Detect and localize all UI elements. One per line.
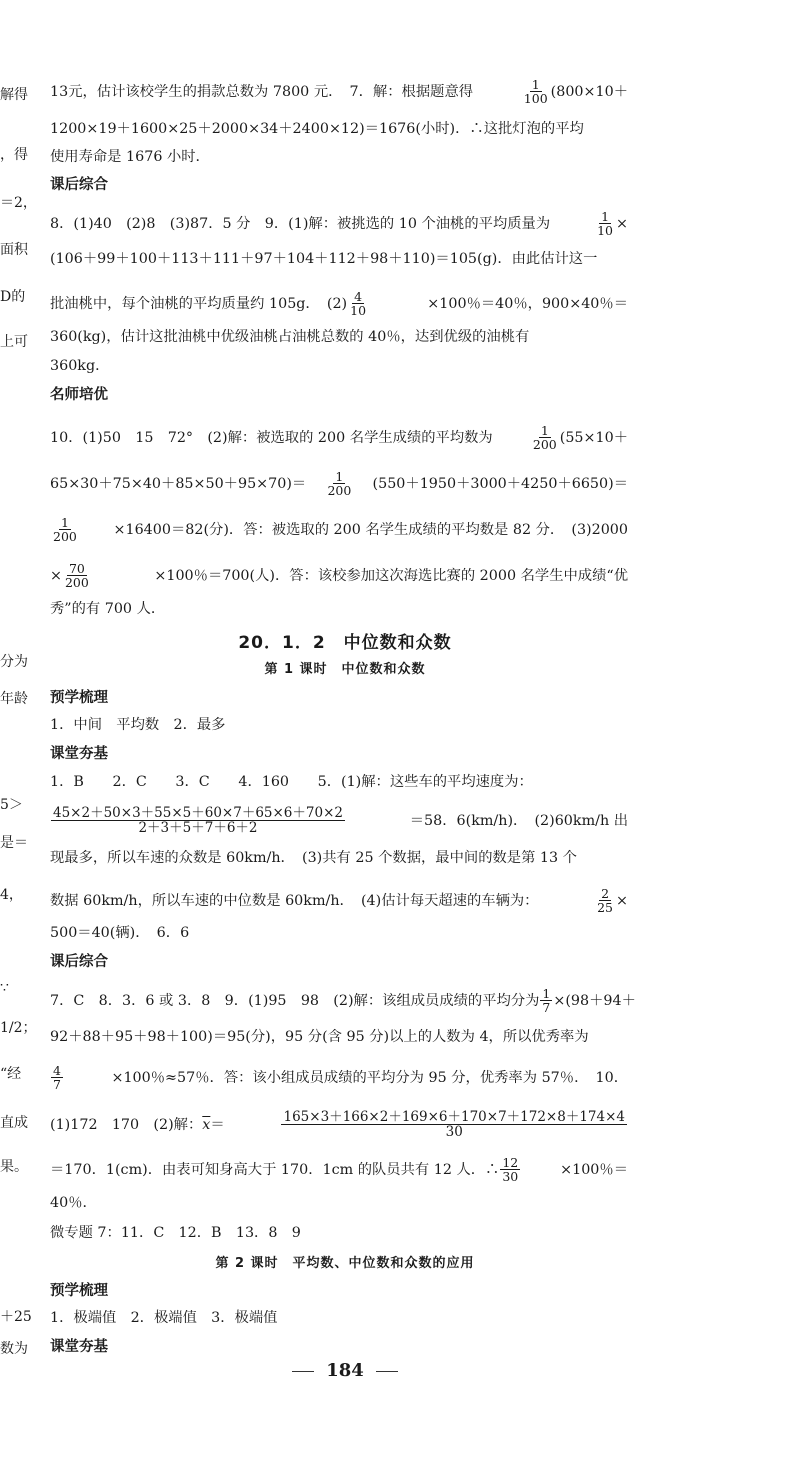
- margin-fragment: 是＝: [0, 835, 28, 851]
- text: (550＋1950＋3000＋4250＋6650)＝: [372, 475, 628, 492]
- answer-line: 500＝40(辆)． 6．6: [50, 925, 190, 941]
- text: 7．C 8．3．6 或 3．8 9．(1)95 98 (2)解：该组成员成绩的平均分为: [50, 992, 540, 1009]
- section-heading: 课后综合: [50, 177, 108, 193]
- margin-fragment: ，得: [0, 147, 28, 163]
- answer-line: 360kg．: [50, 358, 110, 374]
- answer-line: 1．极端值 2．极端值 3．极端值: [50, 1310, 278, 1326]
- section-heading: 预学梳理: [50, 690, 108, 706]
- dash-left: [292, 1371, 314, 1372]
- section-heading: 课堂夯基: [50, 1339, 108, 1355]
- answer-line: 秀”的有 700 人．: [50, 601, 166, 617]
- margin-fragment: D的: [0, 289, 26, 305]
- text: ×: [616, 215, 628, 232]
- margin-fragment: 4，: [0, 887, 23, 903]
- answer-line: 92＋88＋95＋98＋100)＝95(分)，95 分(含 95 分)以上的人数为 4，所以优秀率为: [50, 1029, 589, 1045]
- answer-line: [50, 806, 628, 835]
- answer-line: [50, 516, 628, 543]
- lesson-title: 第 1 课时 中位数和众数: [264, 662, 426, 677]
- answer-line: (106＋99＋100＋113＋111＋97＋104＋112＋98＋110)＝105(g)．由此估计这一: [50, 251, 598, 267]
- answer-line: 1200×19＋1600×25＋2000×34＋2400×12)＝1676(小时)．∴这批灯泡的平均: [50, 121, 584, 137]
- text: 10．(1)50 15 72° (2)解：被选取的 200 名学生成绩的平均数为: [50, 429, 493, 446]
- fraction: $\frac{1}{200}$: [327, 469, 352, 499]
- answer-line: [50, 424, 628, 451]
- margin-fragment: 上可: [0, 334, 28, 350]
- section-heading: 预学梳理: [50, 1283, 108, 1299]
- answer-line: [50, 1156, 628, 1183]
- margin-fragment: “经: [0, 1066, 22, 1082]
- answer-line: 微专题 7：11．C 12．B 13．8 9: [50, 1225, 301, 1241]
- answer-line: 1．中间 平均数 2．最多: [50, 717, 226, 733]
- fraction: $\frac{1}{100}$: [523, 77, 548, 107]
- text: (800×10＋: [550, 83, 628, 100]
- margin-fragment: 解得: [0, 87, 28, 103]
- fraction: $\frac{70}{200}$: [64, 561, 89, 591]
- margin-fragment: 直成: [0, 1115, 28, 1131]
- fraction: $\frac{12}{30}$: [502, 1155, 519, 1185]
- fraction: $\frac{165\times 3+166\times 2+169\times 6+170\times 7+172\times 8+174\times 4}{30}$: [283, 1109, 625, 1141]
- text: ＝170．1(cm)．由表可知身高大于 170．1cm 的队员共有 12 人．∴: [50, 1161, 500, 1178]
- section-title: 20．1．2 中位数和众数: [238, 633, 452, 653]
- answer-line: [50, 210, 628, 237]
- answer-line: [50, 78, 628, 105]
- section-heading: 课堂夯基: [50, 746, 108, 762]
- answer-line: 360(kg)，估计这批油桃中优级油桃占油桃总数的 40％，达到优级的油桃有: [50, 329, 530, 345]
- text: ×: [616, 892, 628, 909]
- margin-fragment: 5＞: [0, 797, 23, 813]
- page-number-text: 184: [326, 1360, 364, 1381]
- text: 65×30＋75×40＋85×50＋95×70)＝: [50, 475, 307, 492]
- text: ×(98＋94＋: [553, 992, 636, 1009]
- fraction: $\frac{45\times 2+50\times 3+55\times 5+60\times 7+65\times 6+70\times 2}{2+3+5+7+6+2}$: [53, 805, 343, 837]
- text: ＝: [210, 1116, 225, 1133]
- text: 批油桃中，每个油桃的平均质量约 105g． (2): [50, 295, 348, 312]
- fraction: $\frac{1}{200}$: [53, 515, 77, 545]
- margin-fragment: 数为: [0, 1341, 28, 1357]
- text: ×100％≈57％．答：该小组成员成绩的平均分为 95 分，优秀率为 57％． 10．: [111, 1069, 628, 1086]
- text: (55×10＋: [559, 429, 628, 446]
- text: ×100％＝: [560, 1161, 628, 1178]
- margin-fragment: 分为: [0, 654, 28, 670]
- margin-fragment: 年龄: [0, 691, 28, 707]
- margin-fragment: 果。: [0, 1159, 28, 1175]
- text: ×100％＝700(人)．答：该校参加这次海选比赛的 2000 名学生中成绩“优: [154, 567, 628, 584]
- answer-line: 1．B 2．C 3．C 4．160 5．(1)解：这些车的平均速度为：: [50, 774, 533, 790]
- margin-fragment: ∵: [0, 980, 9, 996]
- fraction: $\frac{1}{200}$: [532, 423, 557, 453]
- section-heading: 课后综合: [50, 954, 108, 970]
- answer-line: [50, 290, 628, 317]
- page-number: [0, 1360, 690, 1381]
- text: ×: [50, 567, 62, 584]
- section-heading: 名师培优: [50, 387, 108, 403]
- dash-right: [376, 1371, 398, 1372]
- text: ＝58．6(km/h)． (2)60km/h 出: [409, 812, 628, 829]
- margin-fragment: ＝2，: [0, 195, 37, 211]
- answer-line: [50, 470, 628, 497]
- fraction: $\frac{4}{10}$: [350, 289, 367, 319]
- text: (1)172 170 (2)解：: [50, 1116, 203, 1133]
- answer-line: 现最多，所以车速的众数是 60km/h． (3)共有 25 个数据，最中间的数是第 13 个: [50, 850, 577, 866]
- fraction: $\frac{4}{7}$: [53, 1063, 61, 1093]
- fraction: $\frac{2}{25}$: [597, 886, 614, 916]
- margin-fragment: ＋25: [0, 1309, 32, 1325]
- text: 13元，估计该校学生的捐款总数为 7800 元． 7．解：根据题意得: [50, 83, 474, 100]
- answer-line: 40％．: [50, 1195, 97, 1211]
- margin-fragment: 面积: [0, 242, 28, 258]
- margin-fragment: 1/2；: [0, 1020, 37, 1036]
- fraction: $\frac{1}{7}$: [542, 986, 551, 1016]
- answer-line: [50, 1110, 628, 1139]
- fraction: $\frac{1}{10}$: [597, 209, 614, 239]
- text: ×100％＝40％，900×40％＝: [427, 295, 628, 312]
- text: 8．(1)40 (2)8 (3)87．5 分 9．(1)解：被挑选的 10 个油桃的平均质量为: [50, 215, 551, 232]
- text: ×16400＝82(分)．答：被选取的 200 名学生成绩的平均数是 82 分． (3)2000: [113, 521, 628, 538]
- answer-line: [50, 986, 636, 1016]
- text: 数据 60km/h，所以车速的中位数是 60km/h． (4)估计每天超速的车辆为：: [50, 892, 539, 909]
- lesson-title: 第 2 课时 平均数、中位数和众数的应用: [215, 1256, 475, 1271]
- answer-line: [50, 1064, 628, 1091]
- mean-symbol: $\overline{x}$: [202, 1116, 211, 1133]
- answer-line: 使用寿命是 1676 小时．: [50, 149, 210, 165]
- answer-line: [50, 887, 628, 914]
- answer-line: [50, 562, 628, 589]
